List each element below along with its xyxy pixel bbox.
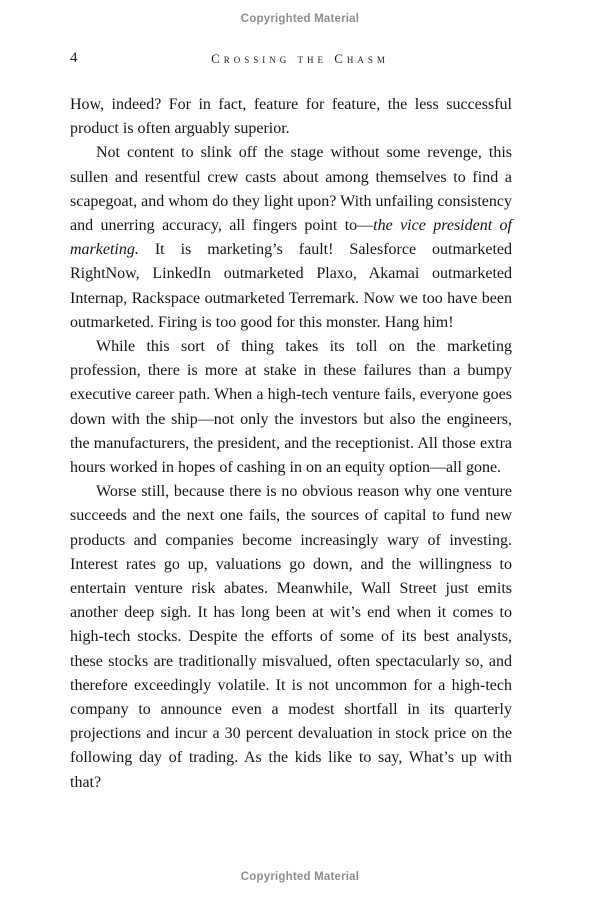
body-paragraph [70,480,512,795]
body-text [70,93,512,795]
paragraph-text: It is marketing’s fault! Salesforce outmarketed RightNow, LinkedIn outmarketed Plaxo, Akamai outmarketed Internap, Rackspace outmarketed Terremark. Now we too have been outmarketed. Firing is too good for this monster. Hang him! [70,241,512,331]
page-number: 4 [70,50,78,66]
body-paragraph [70,93,512,141]
copyright-notice-top: Copyrighted Material [240,13,360,25]
paragraph-text: Not content to slink off the stage without some revenge, this sullen and resentful crew casts about among themselves to find a scapegoat, and whom do they light upon? With unfailing consistency and unerring accuracy, all fingers point to— [70,144,512,235]
paragraph-text: Worse still, because there is no obvious reason why one venture succeeds and the next one fails, the sources of capital to fund new products and companies become increasingly wary of investing. Interest rates go up, valuations go down, and the willingness to entertain venture risk abates. Meanwhile, Wall Street just emits another deep sigh. It has long been at wit’s end when it comes to high-tech stocks. Despite the efforts of some of its best analysts, these stocks are traditionally misvalued, often spectacularly so, and therefore exceedingly volatile. It is not uncommon for a high-tech company to announce even a modest shortfall in its quarterly projections and incur a 30 percent devaluation in stock price on the following day of trading. As the kids like to say, What’s up with that? [70,483,512,791]
body-paragraph [70,335,512,480]
paragraph-text: How, indeed? For in fact, feature for feature, the less successful product is often arguably superior. [70,96,512,138]
paragraph-text: While this sort of thing takes its toll on the marketing profession, there is more at stake in these failures than a bumpy executive career path. When a high-tech venture fails, everyone goes down with the ship—not only the investors but also the engineers, the manufacturers, the president, and the receptionist. All those extra hours worked in hopes of cashing in on an equity option—all gone. [70,338,512,477]
running-header: Crossing the Chasm [211,51,389,66]
copyright-notice-bottom: Copyrighted Material [240,871,360,883]
body-paragraph [70,141,512,335]
italic-phrase: the vice president of marketing. [70,217,512,259]
